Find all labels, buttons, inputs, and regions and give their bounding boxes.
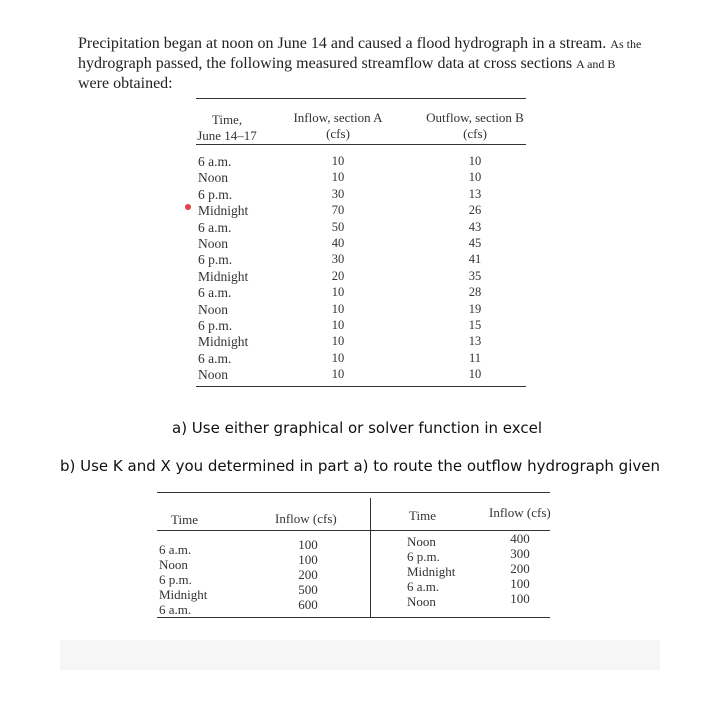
header-time-left: Time bbox=[171, 512, 198, 527]
inflow-cell: 30 bbox=[331, 186, 345, 201]
left-inflow-column bbox=[293, 537, 323, 612]
time-cell: 6 a.m. bbox=[198, 285, 232, 301]
inflow-cell: 100 bbox=[298, 537, 318, 552]
inflow-cell: 10 bbox=[331, 317, 345, 332]
right-time-column bbox=[407, 534, 455, 609]
time-cell: Midnight bbox=[159, 587, 208, 602]
time-cell: Noon bbox=[159, 557, 188, 572]
time-cell: 6 p.m. bbox=[407, 549, 440, 564]
table-top-rule bbox=[196, 98, 526, 99]
time-cell: Noon bbox=[198, 301, 228, 317]
outflow-cell: 45 bbox=[468, 235, 482, 250]
header-inflow: Inflow, section A (cfs) bbox=[293, 110, 383, 141]
outflow-cell: 11 bbox=[468, 350, 482, 365]
inflow-cell: 300 bbox=[510, 546, 530, 561]
inflow-cell: 500 bbox=[298, 582, 318, 597]
time-cell: 6 p.m. bbox=[159, 572, 192, 587]
inflow-cell: 10 bbox=[331, 285, 345, 300]
time-cell: 6 a.m. bbox=[198, 350, 232, 366]
instruction-a: a) Use either graphical or solver function in excel bbox=[172, 419, 543, 437]
outflow-cell: 35 bbox=[468, 268, 482, 283]
inflow-cell: 200 bbox=[510, 561, 530, 576]
time-cell: Noon bbox=[198, 235, 228, 251]
outflow-column bbox=[462, 153, 488, 382]
time-cell: 6 p.m. bbox=[198, 186, 233, 202]
problem-statement bbox=[78, 34, 642, 93]
inflow-cell: 40 bbox=[331, 235, 345, 250]
header-time: Time, June 14–17 bbox=[197, 112, 257, 143]
outflow-cell: 10 bbox=[468, 154, 482, 168]
inflow-cell: 20 bbox=[331, 268, 345, 283]
time-cell: Midnight bbox=[198, 334, 249, 350]
outflow-cell: 10 bbox=[468, 170, 482, 185]
inflow-cell: 10 bbox=[331, 350, 345, 365]
time-cell: Midnight bbox=[198, 268, 249, 284]
statement-line-2: hydrograph passed, the following measured streamflow data at cross sections A and B bbox=[78, 55, 616, 72]
table2-divider bbox=[370, 498, 371, 618]
time-column bbox=[198, 154, 278, 383]
inflow-cell: 10 bbox=[331, 154, 345, 168]
time-cell: 6 a.m. bbox=[159, 602, 192, 617]
time-cell: 6 a.m. bbox=[407, 579, 440, 594]
inflow-column bbox=[326, 153, 350, 382]
outflow-cell: 19 bbox=[468, 301, 482, 316]
outflow-cell: 41 bbox=[468, 252, 482, 267]
time-cell: 6 a.m. bbox=[198, 154, 232, 169]
time-cell: 6 p.m. bbox=[198, 317, 233, 333]
time-cell: 6 a.m. bbox=[159, 542, 192, 557]
page-shadow bbox=[60, 640, 660, 670]
inflow-cell: 10 bbox=[331, 334, 345, 349]
bullet-marker bbox=[185, 204, 191, 210]
header-inflow-right: Inflow (cfs) bbox=[489, 505, 551, 520]
inflow-cell: 400 bbox=[510, 531, 530, 546]
inflow-table bbox=[157, 492, 550, 622]
outflow-cell: 43 bbox=[468, 219, 482, 234]
time-cell: Midnight bbox=[198, 203, 249, 219]
inflow-cell: 70 bbox=[331, 203, 345, 218]
inflow-cell: 100 bbox=[298, 552, 318, 567]
outflow-cell: 13 bbox=[468, 186, 482, 201]
inflow-cell: 10 bbox=[331, 170, 345, 185]
table-bottom-rule bbox=[196, 386, 526, 387]
time-cell: Noon bbox=[407, 594, 436, 609]
streamflow-table bbox=[196, 98, 526, 388]
inflow-cell: 10 bbox=[331, 301, 345, 316]
instruction-b: b) Use K and X you determined in part a) to route the outflow hydrograph given bbox=[60, 457, 660, 475]
header-outflow: Outflow, section B (cfs) bbox=[426, 110, 524, 141]
inflow-cell: 100 bbox=[510, 591, 530, 606]
outflow-cell: 28 bbox=[468, 285, 482, 300]
inflow-cell: 200 bbox=[298, 567, 318, 582]
outflow-cell: 15 bbox=[468, 317, 482, 332]
inflow-cell: 30 bbox=[331, 252, 345, 267]
statement-line-1: Precipitation began at noon on June 14 and caused a flood hydrograph in a stream. As the bbox=[78, 35, 642, 52]
outflow-cell: 26 bbox=[468, 203, 482, 218]
inflow-cell: 50 bbox=[331, 219, 345, 234]
header-rule bbox=[196, 144, 526, 145]
inflow-cell: 10 bbox=[331, 367, 345, 382]
outflow-cell: 13 bbox=[468, 334, 482, 349]
left-time-column bbox=[159, 542, 207, 617]
table2-top-rule bbox=[157, 492, 550, 493]
table2-header-rule bbox=[157, 530, 550, 531]
time-cell: Noon bbox=[198, 170, 228, 186]
time-cell: Midnight bbox=[407, 564, 456, 579]
inflow-cell: 100 bbox=[510, 576, 530, 591]
right-inflow-column bbox=[505, 531, 535, 606]
statement-line-3: were obtained: bbox=[78, 75, 173, 92]
header-time-right: Time bbox=[409, 508, 436, 523]
time-cell: Noon bbox=[198, 367, 228, 383]
time-cell: 6 a.m. bbox=[198, 219, 232, 235]
time-cell: 6 p.m. bbox=[198, 252, 233, 268]
outflow-cell: 10 bbox=[468, 367, 482, 382]
inflow-cell: 600 bbox=[298, 597, 318, 612]
header-inflow-left: Inflow (cfs) bbox=[275, 511, 337, 526]
table2-bottom-rule bbox=[157, 617, 550, 618]
time-cell: Noon bbox=[407, 534, 436, 549]
